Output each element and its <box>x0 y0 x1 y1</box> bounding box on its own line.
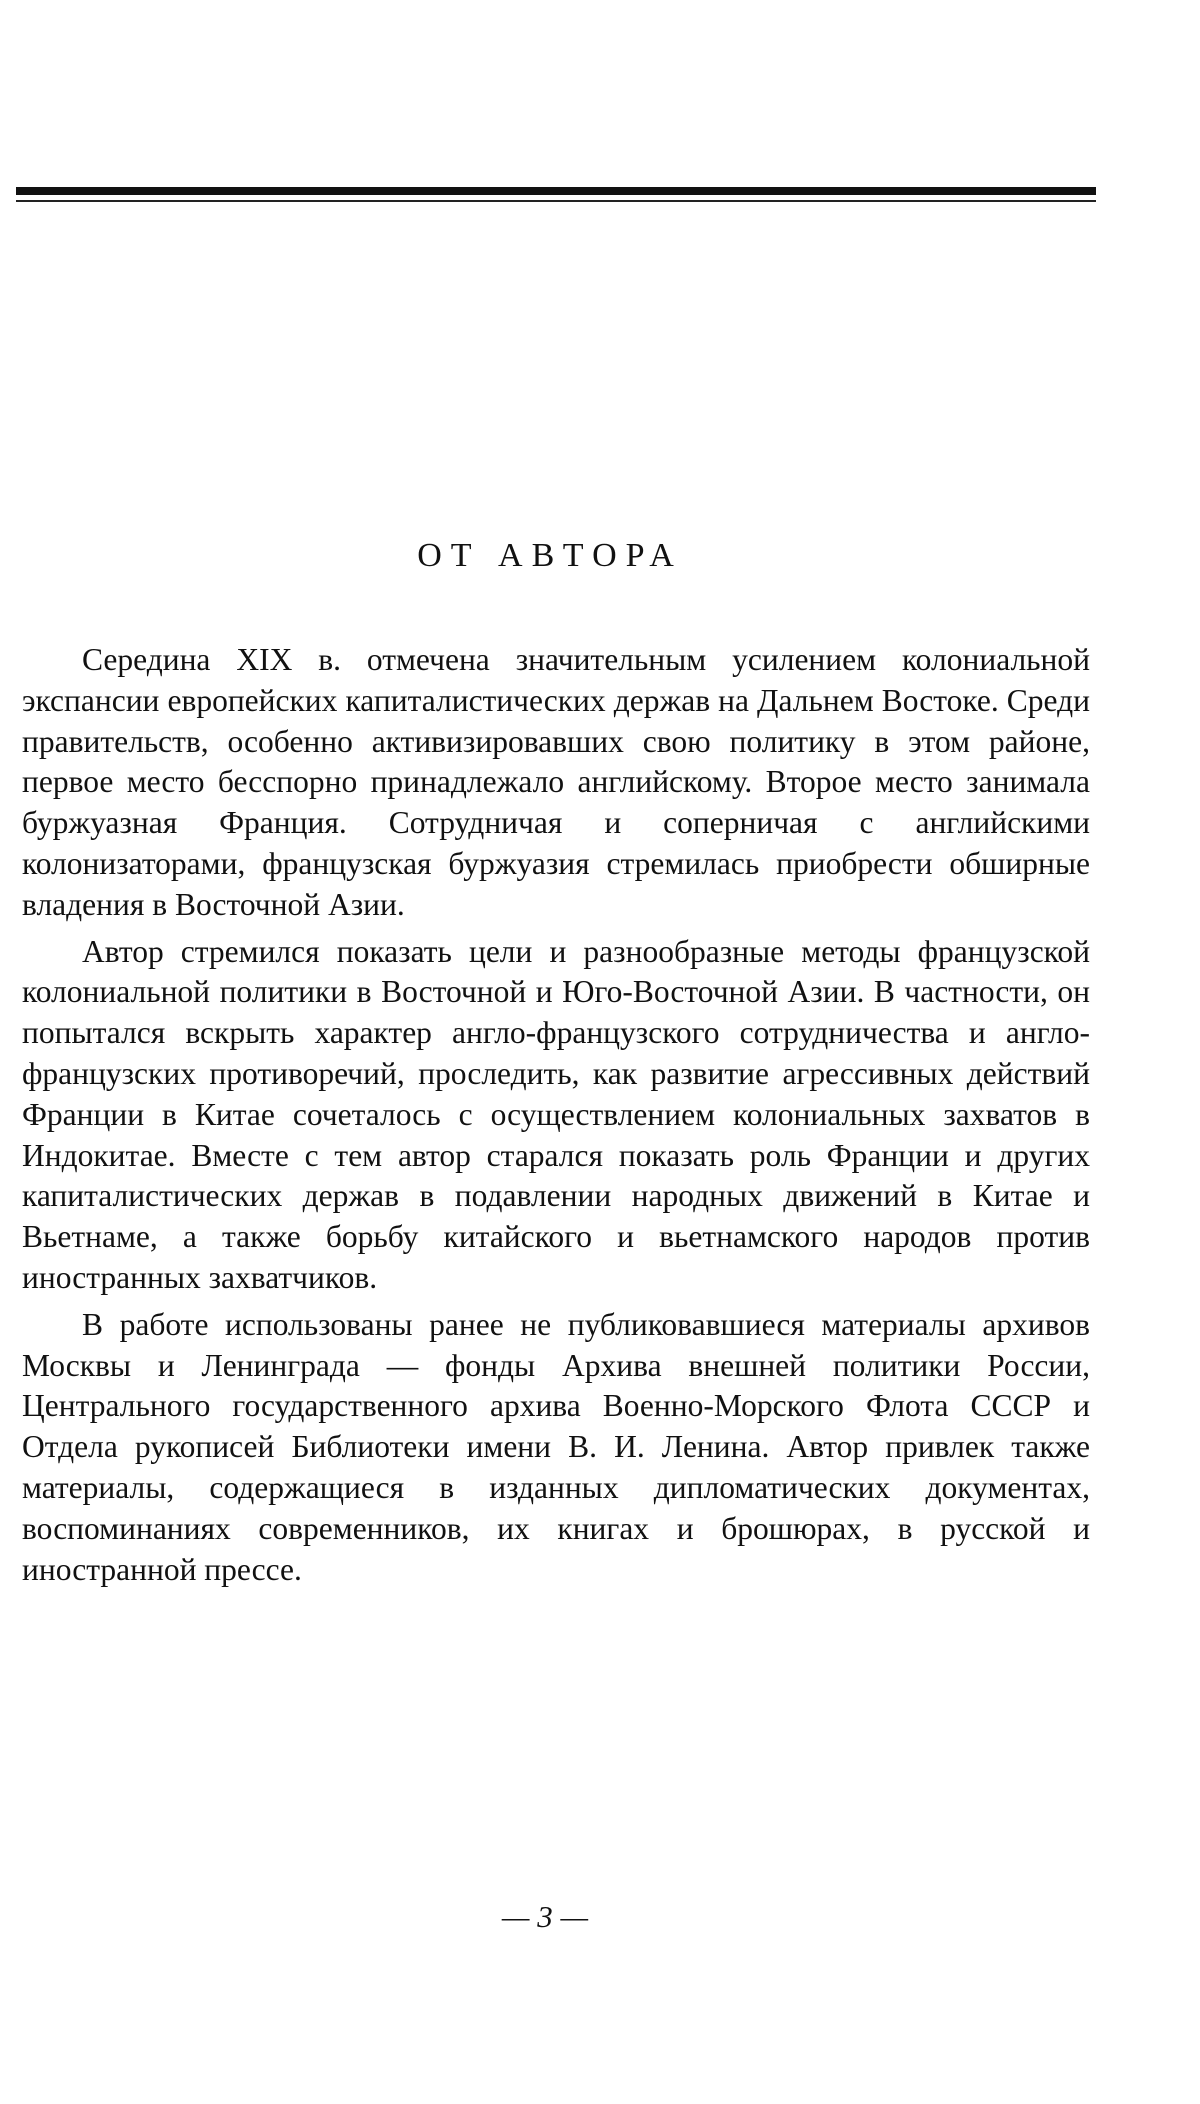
section-heading: ОТ АВТОРА <box>417 537 683 574</box>
page-number: — 3 — <box>501 1899 589 1934</box>
paragraph-2: Автор стремился показать цели и разнообразные методы французской колониальной политики в Восточной и Юго-Восточной Азии. В частности, он попытался вскрыть характер англо-французского сотрудничества и англо-французских противоречий, проследить, как развитие агрессивных действий Франции в Китае сочеталось с осуществлением колониальных захватов в Индокитае. Вместе с тем автор старался показать роль Франции и других капиталистических держав в подавлении народных движений в Китае и Вьетнаме, а также борьбу китайского и вьетнамского народов против иностранных захватчиков. <box>22 933 1090 1295</box>
body-text <box>22 640 1090 1596</box>
paragraph-3: В работе использованы ранее не публиковавшиеся материалы архивов Москвы и Ленинграда — фонды Архива внешней политики России, Центрального государственного архива Военно-Морского Флота СССР и Отдела рукописей Библиотеки имени В. И. Ленина. Автор привлек также материалы, содержащиеся в изданных дипломатических документах, воспоминаниях современников, их книгах и брошюрах, в русской и иностранной прессе. <box>22 1306 1090 1587</box>
top-rule-thin <box>16 200 1096 202</box>
paragraph-1: Середина XIX в. отмечена значительным усилением колониальной экспансии европейских капиталистических держав на Дальнем Востоке. Среди правительств, особенно активизировавших свою политику в этом районе, первое место бесспорно принадлежало английскому. Второе место занимала буржуазная Франция. Сотрудничая и соперничая с английскими колонизаторами, французская буржуазия стремилась приобрести обширные владения в Восточной Азии. <box>22 642 1090 922</box>
top-rule-thick <box>16 187 1096 195</box>
